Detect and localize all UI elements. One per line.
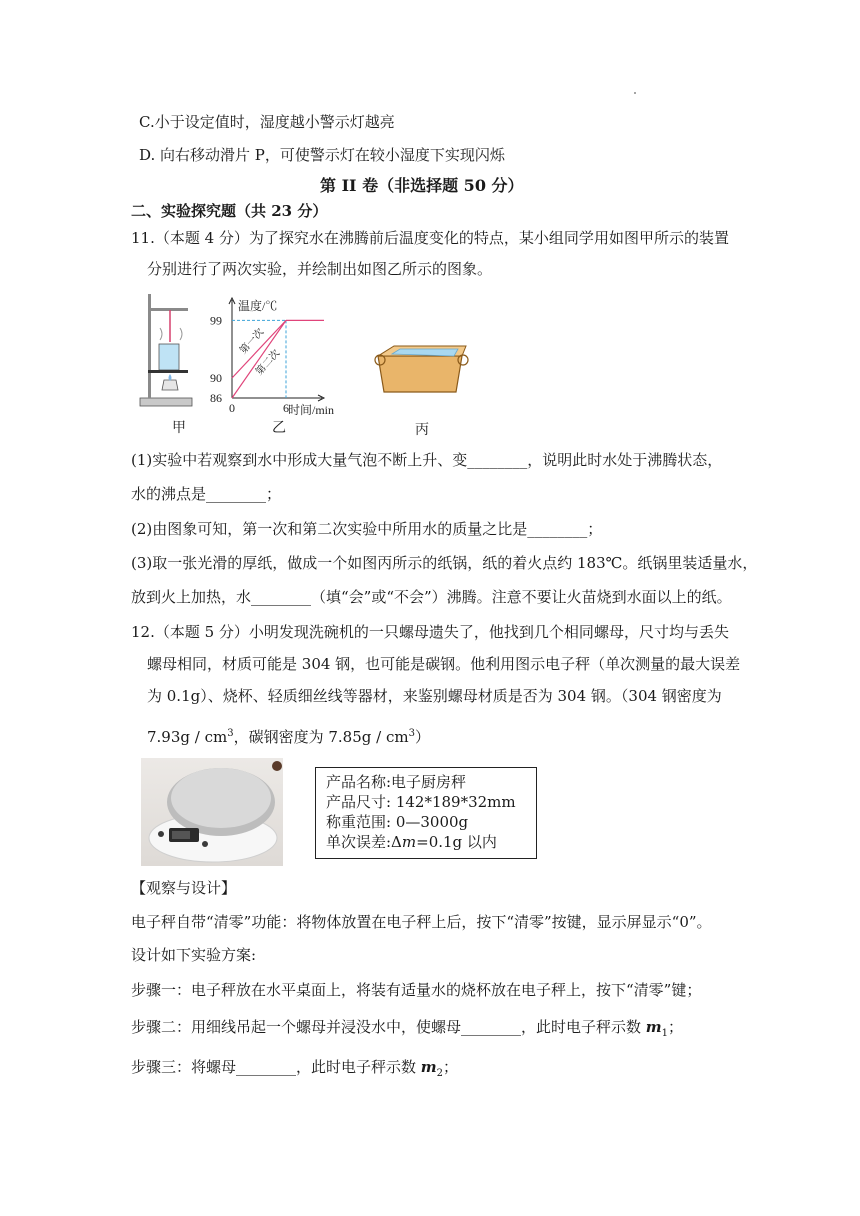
caption-yi: 乙: [272, 420, 286, 436]
temperature-time-chart: [206, 292, 356, 420]
q11-part1-line2: 水的沸点是________；: [131, 485, 282, 503]
y-tick-label: 99: [210, 313, 222, 328]
density-close: ）: [414, 728, 430, 746]
step2-var: m: [645, 1018, 662, 1036]
spec-error-suffix: =0.1g 以内: [416, 833, 497, 851]
y-tick-label: 86: [210, 391, 222, 405]
caption-jia: 甲: [172, 420, 186, 436]
q11-part3-line2: 放到火上加热，水________（填“会”或“不会”）沸腾。注意不要让火苗烧到水面以上的纸。: [131, 588, 732, 606]
paper-pot-figure: [370, 338, 470, 400]
step2: [131, 1017, 683, 1044]
design-intro: 设计如下实验方案:: [131, 946, 257, 964]
spec-error-prefix: 单次误差:Δ: [326, 833, 402, 851]
q11-part1-line1: (1)实验中若观察到水中形成大量气泡不断上升、变________，说明此时水处于沸腾状态，: [131, 451, 723, 469]
zero-function-text: 电子秤自带“清零”功能：将物体放置在电子秤上后，按下“清零”按键，显示屏显示“0”。: [131, 913, 712, 931]
q12-line3: 为 0.1g）、烧杯、轻质细丝线等器材，来鉴别螺母材质是否为 304 钢。（304 钢密度为: [147, 687, 722, 705]
density-carbon: 7.85g / cm: [328, 728, 409, 746]
spec-weight-range: 称重范围: 0—3000g: [326, 813, 469, 831]
option-c: C.小于设定值时，湿度越小警示灯越亮: [139, 113, 395, 131]
q12-line1: 12.（本题 5 分）小明发现洗碗机的一只螺母遗失了，他找到几个相同螺母，尺寸均与丢失: [131, 623, 729, 641]
spec-error-var: m: [401, 833, 417, 851]
step1: 步骤一：电子秤放在水平桌面上，将装有适量水的烧杯放在电子秤上，按下“清零”键；: [131, 981, 702, 999]
step3-var: m: [420, 1058, 437, 1076]
step2-end: ；: [668, 1018, 684, 1036]
section2-heading: 二、实验探究题（共 23 分）: [131, 202, 328, 220]
y-tick-label: 90: [210, 371, 222, 385]
series-label-1: 第一次: [238, 326, 267, 357]
x-axis-label: 时间/min: [288, 403, 335, 417]
step3-end: ；: [443, 1058, 459, 1076]
x-tick-label: 6: [283, 401, 289, 415]
scan-dot: [634, 92, 636, 94]
y-axis-label: 温度/℃: [238, 299, 278, 313]
series-label-2: 第二次: [254, 347, 283, 378]
q11-stem-line1: 11.（本题 4 分）为了探究水在沸腾前后温度变化的特点，某小组同学用如图甲所示的装置: [131, 229, 729, 247]
step3-sub: 2: [436, 1068, 444, 1079]
step3: [131, 1057, 458, 1084]
part2-title: 第 II 卷（非选择题 50 分）: [320, 176, 524, 195]
density-304: 7.93g / cm: [147, 728, 228, 746]
step2-text: 步骤二：用细线吊起一个螺母并浸没水中，使螺母________，此时电子秤示数: [131, 1018, 646, 1036]
cube-exp-2: 3: [408, 728, 415, 739]
observe-design-heading: 【观察与设计】: [131, 879, 237, 897]
step2-sub: 1: [661, 1028, 669, 1039]
caption-bing: 丙: [415, 422, 429, 438]
option-d: D. 向右移动滑片 P，可使警示灯在较小湿度下实现闪烁: [139, 146, 505, 164]
spec-product-size: 产品尺寸: 142*189*32mm: [326, 793, 516, 811]
step3-text: 步骤三：将螺母________，此时电子秤示数: [131, 1058, 421, 1076]
electronic-scale-photo: [141, 758, 283, 866]
q11-stem-line2: 分别进行了两次实验，并绘制出如图乙所示的图象。: [147, 260, 493, 278]
spec-single-error: [326, 832, 526, 852]
q12-density-line: [147, 724, 430, 747]
spec-product-name: 产品名称:电子厨房秤: [326, 773, 467, 791]
q11-part3-line1: (3)取一张光滑的厚纸，做成一个如图丙所示的纸锅，纸的着火点约 183℃。纸锅里装适量水，: [131, 554, 758, 572]
scale-spec-box: [315, 767, 537, 859]
density-carbon-prefix: ，碳钢密度为: [233, 728, 329, 746]
q12-line2: 螺母相同，材质可能是 304 钢，也可能是碳钢。他利用图示电子秤（单次测量的最大误差: [147, 655, 741, 673]
x-tick-label: 0: [229, 401, 235, 415]
cube-exp-1: 3: [227, 728, 234, 739]
q11-part2: (2)由图象可知，第一次和第二次实验中所用水的质量之比是________；: [131, 520, 603, 538]
